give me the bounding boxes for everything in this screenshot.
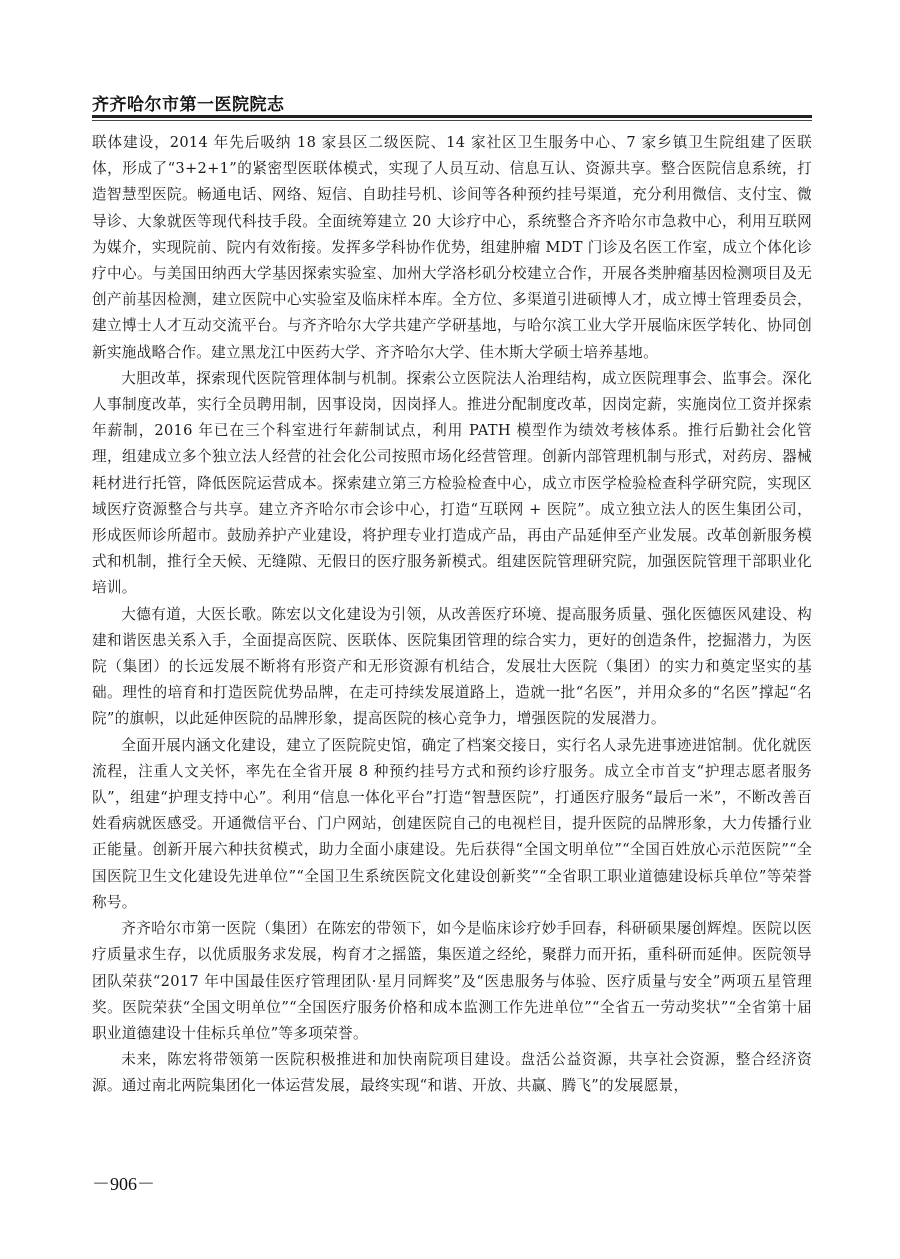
book-title: 齐齐哈尔市第一医院院志 — [92, 95, 285, 115]
paragraph: 大德有道，大医长歌。陈宏以文化建设为引领，从改善医疗环境、提高服务质量、强化医德医风建设、构建和谐医患关系入手，全面提高医院、医联体、医院集团管理的综合实力，更好的创造条件，挖掘潜力，为医院（集团）的长远发展不断将有形资产和无形资源有机结合，发展壮大医院（集团）的实力和奠定坚实的基础。理性的培育和打造医院优势品牌，在走可持续发展道路上，造就一批“名医”，并用众多的“名医”撑起“名院”的旗帜，以此延伸医院的品牌形象，提高医院的核心竞争力，增强医院的发展潜力。 — [92, 605, 812, 728]
paragraph: 全面开展内涵文化建设，建立了医院院史馆，确定了档案交接日，实行名人录先进事迹进馆制。优化就医流程，注重人文关怀，率先在全省开展 8 种预约挂号方式和预约诊疗服务。成立全市首支“护理志愿者服务队”，组建“护理支持中心”。利用“信息一体化平台”打造“智慧医院”，打通医疗服务“最后一米”，不断改善百姓看病就医感受。开通微信平台、门户网站，创建医院自己的电视栏目，提升医院的品牌形象，大力传播行业正能量。创新开展六种扶贫模式，助力全面小康建设。先后获得“全国文明单位”“全国百姓放心示范医院”“全国医院卫生文化建设先进单位”“全国卫生系统医院文化建设创新奖”“全省职工职业道德建设标兵单位”等荣誉称号。 — [92, 736, 812, 911]
paragraph: 齐齐哈尔市第一医院（集团）在陈宏的带领下，如今是临床诊疗妙手回春，科研硕果屡创辉煌。医院以医疗质量求生存，以优质服务求发展，构育才之摇篮，集医道之经纶，聚群力而开拓，重科研而延伸。医院领导团队荣获“2017 年中国最佳医疗管理团队·星月同辉奖”及“医患服务与体验、医疗质量与安全”两项五星管理奖。医院荣获“全国文明单位”“全国医疗服务价格和成本监测工作先进单位”“全省五一劳动奖状”“全省第十届职业道德建设十佳标兵单位”等多项荣誉。 — [92, 920, 812, 1042]
paragraph: 联体建设，2014 年先后吸纳 18 家县区二级医院、14 家社区卫生服务中心、7 家乡镇卫生院组建了医联体，形成了“3+2+1”的紧密型医联体模式，实现了人员互动、信息互认、资源共享。整合医院信息系统，打造智慧型医院。畅通电话、网络、短信、自助挂号机、诊间等各种预约挂号渠道，充分利用微信、支付宝、微导诊、大象就医等现代科技手段。全面统筹建立 20 大诊疗中心，系统整合齐齐哈尔市急救中心，利用互联网为媒介，实现院前、院内有效衔接。发挥多学科协作优势，组建肿瘤 MDT 门诊及名医工作室，成立个体化诊疗中心。与美国田纳西大学基因探索实验室、加州大学洛杉矶分校建立合作，开展各类肿瘤基因检测项目及无创产前基因检测，建立医院中心实验室及临床样本库。全方位、多渠道引进硕博人才，成立博士管理委员会，建立博士人才互动交流平台。与齐齐哈尔大学共建产学研基地，与哈尔滨工业大学开展临床医学转化、协同创新实施战略合作。建立黑龙江中医药大学、齐齐哈尔大学、佳木斯大学硕士培养基地。 — [92, 134, 812, 361]
header-rule — [92, 115, 812, 118]
paragraph: 大胆改革，探索现代医院管理体制与机制。探索公立医院法人治理结构，成立医院理事会、监事会。深化人事制度改革，实行全员聘用制，因事设岗，因岗择人。推进分配制度改革，因岗定薪，实施岗位工资并探索年薪制，2016 年已在三个科室进行年薪制试点，利用 PATH 模型作为绩效考核体系。推行后勤社会化管理，组建成立多个独立法人经营的社会化公司按照市场化经营管理。创新内部管理机制与形式，对药房、器械耗材进行托管，降低医院运营成本。探索建立第三方检验检查中心，成立市医学检验检查科学研究院，实现区域医疗资源整合与共享。建立齐齐哈尔市会诊中心，打造“互联网 + 医院”。成立独立法人的医生集团公司，形成医师诊所超市。鼓励养护产业建设，将护理专业打造成产品，再由产品延伸至产业发展。改革创新服务模式和机制，推行全天候、无缝隙、无假日的医疗服务新模式。组建医院管理研究院，加强医院管理干部职业化培训。 — [92, 369, 812, 597]
page-number: －906－ — [92, 1174, 155, 1194]
body-text — [92, 130, 812, 1100]
header-rule-thin — [92, 120, 812, 121]
running-header — [92, 84, 812, 114]
paragraph: 未来，陈宏将带领第一医院积极推进和加快南院项目建设。盘活公益资源，共享社会资源，整合经济资源。通过南北两院集团化一体运营发展，最终实现“和谐、开放、共赢、腾飞”的发展愿景， — [92, 1051, 812, 1095]
